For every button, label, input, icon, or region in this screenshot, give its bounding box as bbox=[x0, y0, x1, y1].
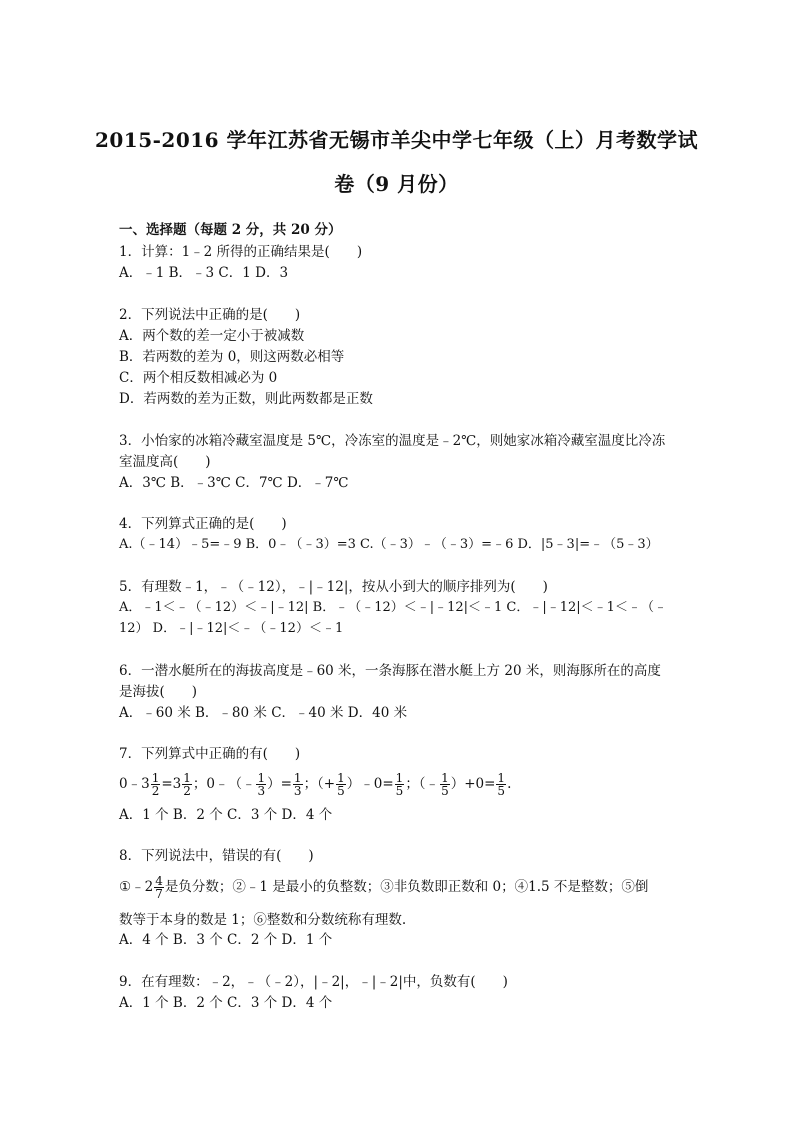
fraction: $\frac{1}{2}$ bbox=[183, 771, 191, 798]
fraction: $\frac{4}{7}$ bbox=[155, 874, 163, 901]
fraction: $\frac{1}{3}$ bbox=[293, 771, 302, 798]
question-3-stem-line-1: 3．小怡家的冰箱冷藏室温度是 5℃，冷冻室的温度是﹣2℃，则她家冰箱冷藏室温度比冷冻 bbox=[119, 433, 666, 449]
question-6-stem-line-1: 6．一潜水艇所在的海拔高度是﹣60 米，一条海豚在潜水艇上方 20 米，则海豚所在的高度 bbox=[119, 663, 661, 679]
question-4-stem: 4．下列算式正确的是( ) bbox=[119, 516, 287, 532]
expr-text: ）﹣0= bbox=[346, 776, 394, 792]
question-4-options: A.（﹣14）﹣5=﹣9 B．0﹣（﹣3）=3 C.（﹣3）﹣（﹣3）=﹣6 D．|5﹣3|=﹣（5﹣3） bbox=[119, 537, 659, 552]
question-1-stem: 1．计算：1﹣2 所得的正确结果是( ) bbox=[119, 244, 363, 260]
expr-text: =3 bbox=[161, 776, 182, 792]
question-5-options-line-2: 12） D．﹣|﹣12|＜﹣（﹣12）＜﹣1 bbox=[119, 621, 344, 636]
fraction: $\frac{1}{2}$ bbox=[151, 771, 160, 798]
question-2-option-a: A．两个数的差一定小于被减数 bbox=[119, 328, 305, 344]
fraction: $\frac{1}{5}$ bbox=[395, 771, 404, 798]
statement-text: 是负分数；②﹣1 是最小的负整数；③非负数即正数和 0；④1.5 不是整数；⑤倒 bbox=[164, 879, 649, 895]
question-7-stem: 7．下列算式中正确的有( ) bbox=[119, 746, 301, 762]
expr-text: ；（+ bbox=[303, 776, 336, 792]
question-2-option-c: C．两个相反数相减必为 0 bbox=[119, 370, 278, 386]
question-8-statements-line-2: 数等于本身的数是 1；⑥整数和分数统称有理数. bbox=[119, 912, 407, 928]
expr-text: . bbox=[507, 776, 512, 792]
question-5-stem: 5．有理数﹣1，﹣（﹣12），﹣|﹣12|，按从小到大的顺序排列为( ) bbox=[119, 579, 548, 595]
expr-text: 0﹣3 bbox=[119, 776, 150, 792]
document-title-line-2: 卷（9 月份） bbox=[334, 172, 459, 196]
question-5-options-line-1: A．﹣1＜﹣（﹣12）＜﹣|﹣12| B．﹣（﹣12）＜﹣|﹣12|＜﹣1 C．﹣|﹣12|＜﹣1＜﹣（﹣ bbox=[119, 600, 667, 615]
question-9-options: A．1 个 B．2 个 C．3 个 D．4 个 bbox=[119, 995, 333, 1011]
expr-text: ；0﹣（﹣ bbox=[192, 776, 256, 792]
question-2-option-d: D．若两数的差为正数，则此两数都是正数 bbox=[119, 391, 373, 407]
fraction: $\frac{1}{5}$ bbox=[497, 771, 506, 798]
fraction: $\frac{1}{5}$ bbox=[441, 771, 449, 798]
question-1-options: A．﹣1 B．﹣3 C．1 D．3 bbox=[119, 265, 289, 281]
document-title-line-1: 2015-2016 学年江苏省无锡市羊尖中学七年级（上）月考数学试 bbox=[94, 128, 699, 152]
question-3-stem-line-2: 室温度高( ) bbox=[119, 454, 211, 470]
expr-text: ；（﹣ bbox=[405, 776, 440, 792]
question-7-options: A．1 个 B．2 个 C．3 个 D．4 个 bbox=[119, 807, 333, 823]
question-2-stem: 2．下列说法中正确的是( ) bbox=[119, 307, 301, 323]
question-8-options: A．4 个 B．3 个 C．2 个 D．1 个 bbox=[119, 932, 333, 948]
expr-text: ）+0= bbox=[450, 776, 496, 792]
question-9-stem: 9．在有理数：﹣2，﹣（﹣2），|﹣2|，﹣|﹣2|中，负数有( ) bbox=[119, 974, 508, 990]
question-8-stem: 8．下列说法中，错误的有( ) bbox=[119, 848, 314, 864]
statement-text: ①﹣2 bbox=[119, 879, 154, 895]
expr-text: ）= bbox=[267, 776, 292, 792]
section-heading: 一、选择题（每题 2 分，共 20 分） bbox=[119, 222, 342, 238]
question-6-options: A．﹣60 米 B．﹣80 米 C．﹣40 米 D．40 米 bbox=[119, 705, 408, 721]
question-2-option-b: B．若两数的差为 0，则这两数必相等 bbox=[119, 349, 345, 365]
fraction: $\frac{1}{5}$ bbox=[337, 771, 345, 798]
question-6-stem-line-2: 是海拔( ) bbox=[119, 684, 198, 700]
question-3-options: A．3℃ B．﹣3℃ C．7℃ D．﹣7℃ bbox=[119, 475, 349, 491]
fraction: $\frac{1}{3}$ bbox=[257, 771, 266, 798]
question-7-expressions bbox=[119, 769, 511, 799]
question-8-statements-line-1 bbox=[119, 872, 648, 902]
